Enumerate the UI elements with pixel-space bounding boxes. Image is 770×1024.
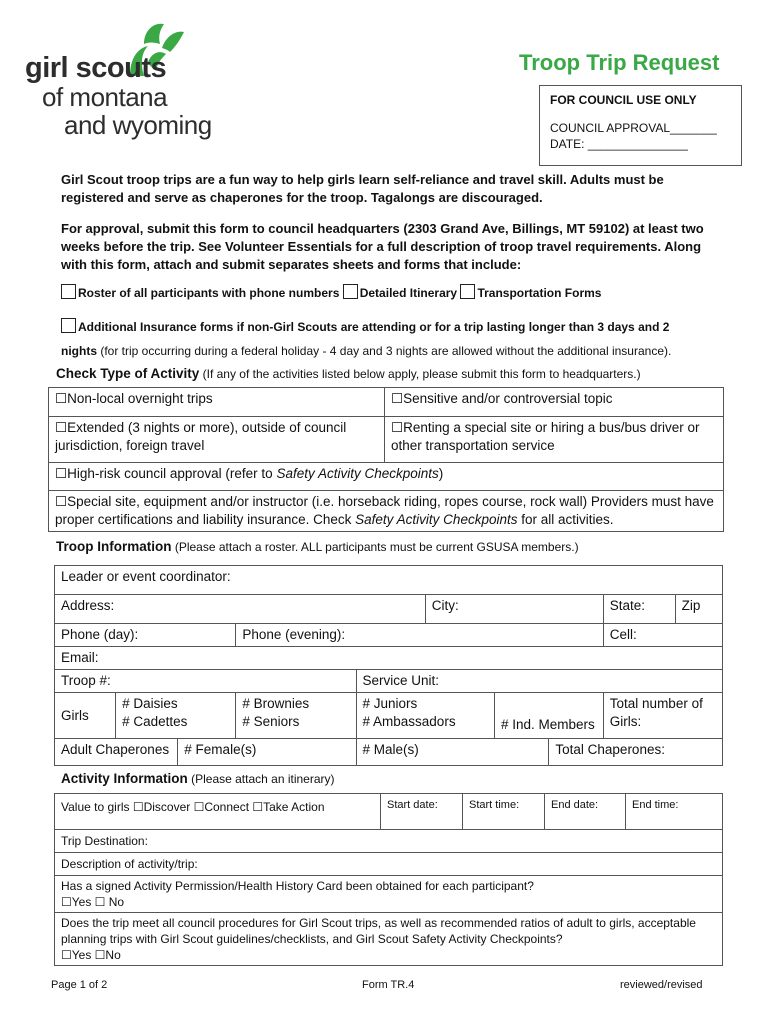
activity-info-table [54,793,723,966]
roster-checkbox[interactable] [61,284,76,299]
itinerary-checkbox[interactable] [343,284,358,299]
brownies-label: # Brownies [242,696,310,711]
nights-note: (for trip occurring during a federal holiday - 4 day and 3 nights are allowed without the additional insurance). [97,344,672,358]
page-title: Troop Trip Request [519,50,720,75]
procedures-answer[interactable]: ☐Yes ☐No [61,948,121,962]
seniors-label: # Seniors [242,714,300,729]
troop-info-table [54,565,723,766]
itinerary-label: Detailed Itinerary [359,286,458,300]
council-date-field[interactable]: DATE: _______________ [550,137,688,151]
activity-type-table [48,387,724,532]
description-field[interactable]: Description of activity/trip: [55,853,723,876]
logo-line-1: girl scouts [25,52,167,84]
email-field[interactable]: Email: [55,647,723,670]
leader-field[interactable]: Leader or event coordinator: [55,566,723,595]
council-approval-field[interactable]: COUNCIL APPROVAL_______ [550,121,717,135]
permission-answer[interactable]: ☐Yes ☐ No [61,895,125,909]
nights-bold: nights [61,344,97,358]
start-time-field[interactable]: Start time: [463,794,545,830]
adult-chaperones-label: Adult Chaperones [55,739,178,766]
nonlocal-option[interactable]: ☐Non-local overnight trips [49,388,385,417]
state-field[interactable]: State: [603,595,675,624]
zip-field[interactable]: Zip [675,595,722,624]
logo-line-2: of montana [42,82,168,112]
intro-paragraph-2: For approval, submit this form to council headquarters (2303 Grand Ave, Billings, MT 59102) at least two weeks before the trip. See Volunteer Essentials for a full description of troop travel requirements. Along with this form, attach and submit separates sheets and forms that include: [61,221,704,272]
cadettes-label: # Cadettes [122,714,188,729]
total-chaperones-field[interactable]: Total Chaperones: [549,739,723,766]
males-field[interactable]: # Male(s) [356,739,549,766]
start-date-field[interactable]: Start date: [381,794,463,830]
form-number: Form TR.4 [362,979,415,991]
troop-info-heading [56,539,579,554]
troop-info-note: (Please attach a roster. ALL participants must be current GSUSA members.) [171,540,579,554]
troop-info-title: Troop Information [56,539,172,554]
daisies-label: # Daisies [122,696,178,711]
procedures-question-text: Does the trip meet all council procedures for Girl Scout trips, as well as recommended ratios of adult to girls, acceptable planning trips with Girl Scout guidelines/checklists, and Girl Scout Safety Activity Checkpoints? [61,916,696,946]
council-use-heading: FOR COUNCIL USE ONLY [550,93,697,107]
activity-info-note: (Please attach an itinerary) [187,772,335,786]
activity-type-heading [56,366,641,381]
council-use-box [539,85,742,166]
service-unit-field[interactable]: Service Unit: [356,670,722,693]
activity-info-heading [61,771,335,786]
end-time-field[interactable]: End time: [626,794,723,830]
roster-label: Roster of all participants with phone numbers [78,286,340,300]
renting-option[interactable]: ☐Renting a special site or hiring a bus/bus driver or other transportation service [385,417,724,463]
juniors-label: # Juniors [362,696,418,711]
page-number: Page 1 of 2 [51,979,108,991]
females-field[interactable]: # Female(s) [178,739,356,766]
ambassadors-label: # Ambassadors [362,714,456,729]
city-field[interactable]: City: [425,595,603,624]
special-pre: ☐Special site, equipment and/or instructor (i.e. horseback riding, ropes course, rock wall) Providers must have proper certifications and liability insurance. Check [55,494,714,527]
extended-option[interactable]: ☐Extended (3 nights or more), outside of council jurisdiction, foreign travel [49,417,385,463]
value-to-girls-field[interactable]: Value to girls ☐Discover ☐Connect ☐Take Action [55,794,381,830]
permission-question [55,876,723,913]
activity-type-note: (If any of the activities listed below apply, please submit this form to headquarters.) [199,367,641,381]
destination-field[interactable]: Trip Destination: [55,830,723,853]
special-site-option[interactable] [49,491,724,532]
sensitive-option[interactable]: ☐Sensitive and/or controversial topic [385,388,724,417]
phone-evening-field[interactable]: Phone (evening): [236,624,603,647]
permission-question-text: Has a signed Activity Permission/Health History Card been obtained for each participant? [61,879,534,893]
insurance-checkbox[interactable] [61,318,76,333]
highrisk-italic: Safety Activity Checkpoints [276,466,439,481]
activity-info-title: Activity Information [61,771,188,786]
end-date-field[interactable]: End date: [545,794,626,830]
highrisk-post: ) [438,466,444,481]
reviewed-revised: reviewed/revised [620,979,703,991]
transport-checkbox[interactable] [460,284,475,299]
brownies-seniors-field[interactable] [236,693,356,739]
logo-line-3: and wyoming [64,110,212,140]
juniors-ambassadors-field[interactable] [356,693,495,739]
address-field[interactable]: Address: [55,595,426,624]
special-italic: Safety Activity Checkpoints [355,512,518,527]
nights-line [61,344,671,358]
special-post: for all activities. [517,512,614,527]
highrisk-option[interactable] [49,463,724,491]
ind-members-field[interactable]: # Ind. Members [495,693,604,739]
transport-label: Transportation Forms [477,286,602,300]
attachments-row-1 [61,284,721,302]
cell-field[interactable]: Cell: [603,624,722,647]
insurance-label: Additional Insurance forms if non-Girl Scouts are attending or for a trip lasting longer than 3 days and 2 [78,320,670,334]
daisies-cadettes-field[interactable] [116,693,236,739]
procedures-question [55,913,723,966]
intro-paragraph-1: Girl Scout troop trips are a fun way to help girls learn self-reliance and travel skill. Adults must be registered and serve as chaperones for the troop. Tagalongs are discouraged. [61,172,664,205]
attachments-row-2 [61,318,721,336]
phone-day-field[interactable]: Phone (day): [55,624,236,647]
total-girls-field[interactable]: Total number of Girls: [603,693,722,739]
activity-type-title: Check Type of Activity [56,366,200,381]
girls-label: Girls [55,693,116,739]
highrisk-pre: ☐High-risk council approval (refer to [55,466,277,481]
troop-number-field[interactable]: Troop #: [55,670,357,693]
